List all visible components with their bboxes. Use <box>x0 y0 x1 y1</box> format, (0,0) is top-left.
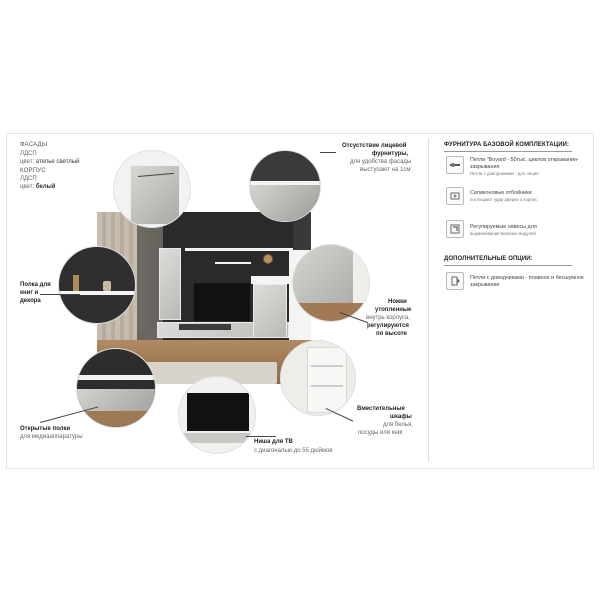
open-shelves-sub: для медиааппаратуры <box>20 434 83 440</box>
extra-options-heading: ДОПОЛНИТЕЛЬНЫЕ ОПЦИИ: <box>444 256 533 262</box>
tv-stand-niche <box>179 324 231 330</box>
tv-niche-detail-circle <box>178 376 256 454</box>
no-handles-sub-1: для удобства фасады <box>350 159 412 165</box>
shelf-title-3: декора <box>20 298 41 304</box>
connector-line <box>40 294 80 295</box>
cabinets-title-2: шкафы <box>390 414 412 420</box>
handleless-detail-circle <box>249 150 321 222</box>
bumper-icon <box>446 187 464 205</box>
wall-clock <box>263 254 273 264</box>
soft-close-text: Петли с доводчиками - плавное и бесшумное закрывание <box>470 275 584 288</box>
no-handles-title-1: Отсустствие лицевой <box>342 143 407 149</box>
base-fittings-heading: ФУРНИТУРА БАЗОВОЙ КОМПЛЕКТАЦИИ: <box>444 142 570 148</box>
facade-material: ЛДСП <box>20 151 37 157</box>
body-title: КОРПУС <box>20 168 46 174</box>
body-material: ЛДСП <box>20 176 37 182</box>
no-handles-sub-2: выступают на 1см <box>360 167 411 173</box>
open-shelves-title: Открытые полки <box>20 426 71 432</box>
wall-shelf <box>185 248 293 251</box>
bumper-text: Силиконовые отбойники поглощают удар дверки о корпус <box>470 190 538 202</box>
soft-close-hinge-icon <box>446 272 464 290</box>
facade-color: цвет: ателье светлый <box>20 159 80 165</box>
heading-rule <box>444 265 572 266</box>
heading-rule <box>444 151 572 152</box>
right-cabinet <box>253 284 287 338</box>
panel-divider <box>428 138 429 462</box>
legs-title-2: утопленные <box>375 307 412 313</box>
facade-detail-circle <box>113 150 191 228</box>
small-shelf <box>215 262 251 264</box>
hinge-text: Петли "Boyard - 50тыс. циклов открывания-закрывания Петли с доводчиками - доп опция <box>470 157 579 176</box>
shelf-detail-circle <box>58 246 136 324</box>
connector-line <box>320 152 336 153</box>
cabinets-title-1: Вместительные <box>357 406 405 412</box>
connector-line <box>246 436 276 437</box>
tv-niche-sub: с диагональю до 55 дюймов <box>254 448 333 454</box>
awning-text: Регулируемые навесы для выравнивания верхних модулей <box>470 224 537 236</box>
right-cabinet-top <box>251 276 289 284</box>
facade-title: ФАСАДЫ <box>20 142 48 148</box>
tv <box>193 282 251 322</box>
shelf-title-2: книг и <box>20 290 39 296</box>
awning-icon <box>446 220 464 238</box>
open-shelves-detail-circle <box>76 348 156 428</box>
no-handles-title-2: фурнитуры, <box>372 151 409 157</box>
legs-title-3: регулируются <box>367 323 409 329</box>
left-tall-cabinet <box>159 248 181 320</box>
legs-title-1: Ножки <box>388 299 407 305</box>
shelf-title-1: Полка для <box>20 282 51 288</box>
cabinets-detail-circle <box>280 340 356 416</box>
cabinets-sub-1: для белья, <box>383 422 413 428</box>
body-color: цвет: белый <box>20 184 56 190</box>
hinge-icon <box>446 156 464 174</box>
legs-sub-1: внутрь корпуса, <box>366 315 410 321</box>
cabinets-sub-2: посуды или книг <box>358 430 404 436</box>
legs-title-4: по высоте <box>376 331 407 337</box>
legs-detail-circle <box>292 244 370 322</box>
tv-niche-title: Ниша для ТВ <box>254 439 293 445</box>
